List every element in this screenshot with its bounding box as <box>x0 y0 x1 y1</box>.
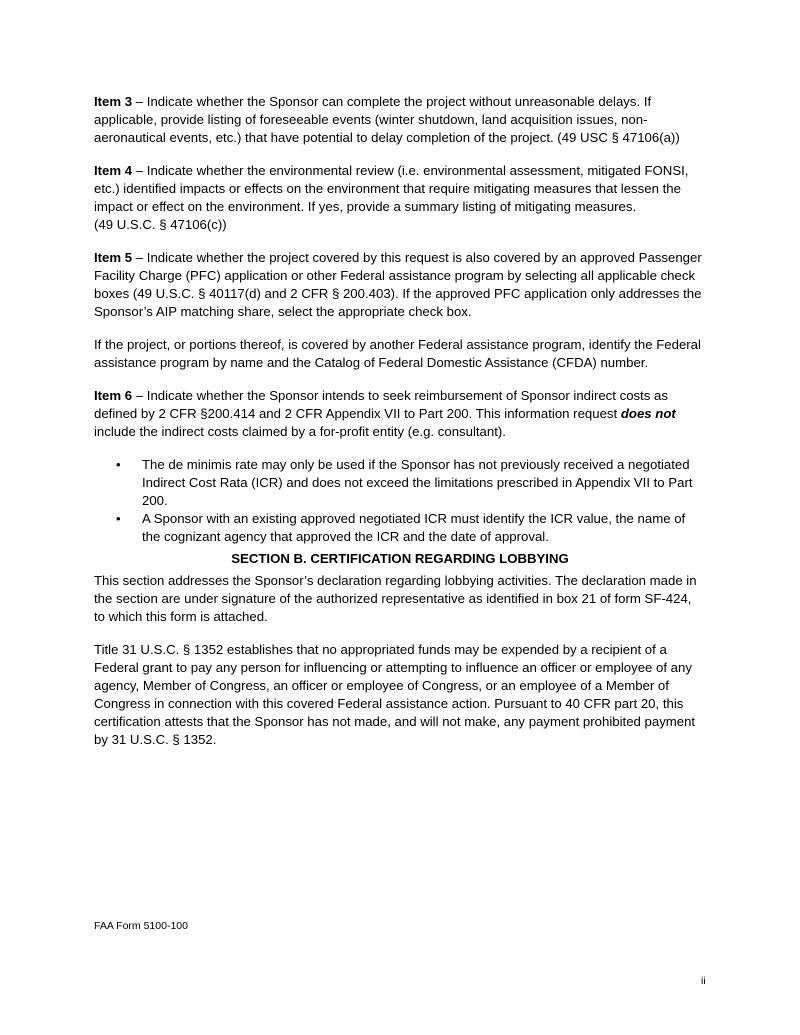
form-name-footer: FAA Form 5100-100 <box>94 920 188 932</box>
list-item <box>94 456 706 510</box>
item-5-paragraph <box>94 249 706 321</box>
item-4-citation: (49 U.S.C. § 47106(c)) <box>94 217 227 232</box>
item-5-label: Item 5 <box>94 250 133 265</box>
section-b-paragraph-2: Title 31 U.S.C. § 1352 establishes that no appropriated funds may be expended by a recipient of a Federal grant to pay any person for influencing or attempting to influence an officer or employee of any agency, Member of Congress, an officer or employee of Congress, or an employee of a Member of Congress in connection with this covered Federal assistance action. Pursuant to 40 CFR part 20, this certification attests that the Sponsor has not made, and will not make, any payment prohibited payment by 31 U.S.C. § 1352. <box>94 642 696 747</box>
list-item <box>94 510 706 546</box>
item-6-text-before: – Indicate whether the Sponsor intends to seek reimbursement of Sponsor indirect costs as defined by 2 CFR §200.414 and 2 CFR Appendix VII to Part 200. This information request <box>94 388 668 421</box>
item-3-text: – Indicate whether the Sponsor can complete the project without unreasonable delays. If applicable, provide listing of foreseeable events (winter shutdown, land acquisition issues, non-aeronautical events, etc.) that have potential to delay completion of the project. (49 USC § 47106(a)) <box>94 94 680 145</box>
bullet-icon: • <box>116 457 121 472</box>
item-6-emphasis: does not <box>620 406 676 421</box>
item-4-text: – Indicate whether the environmental review (i.e. environmental assessment, mitigated FONSI, etc.) identified impacts or effects on the environment that require mitigating measures that lessen the impact or effect on the environment. If yes, provide a summary listing of mitigating measures. <box>94 163 689 214</box>
page-number: ii <box>701 975 706 987</box>
federal-program-paragraph: If the project, or portions thereof, is covered by another Federal assistance program, identify the Federal assistance program by name and the Catalog of Federal Domestic Assistance (CFDA) number. <box>94 337 701 370</box>
bullet-text: A Sponsor with an existing approved negotiated ICR must identify the ICR value, the name of the cognizant agency that approved the ICR and the date of approval. <box>142 511 686 544</box>
bullet-text: The de minimis rate may only be used if the Sponsor has not previously received a negotiated Indirect Cost Rata (ICR) and does not exceed the limitations prescribed in Appendix VII to Part 200. <box>142 457 693 508</box>
section-b-paragraph-1: This section addresses the Sponsor’s declaration regarding lobbying activities. The declaration made in the section are under signature of the authorized representative as identified in box 21 of form SF-424, to which this form is attached. <box>94 573 697 624</box>
item-5-text: – Indicate whether the project covered by this request is also covered by an approved Passenger Facility Charge (PFC) application or other Federal assistance program by selecting all applicable check boxes (49 U.S.C. § 40117(d) and 2 CFR § 200.403). If the approved PFC application only addresses the Sponsor’s AIP matching share, select the appropriate check box. <box>94 250 702 319</box>
item-3-label: Item 3 <box>94 94 133 109</box>
bullet-icon: • <box>116 511 121 526</box>
item-4-paragraph <box>94 162 706 234</box>
item-6-text-after: include the indirect costs claimed by a for-profit entity (e.g. consultant). <box>94 424 506 439</box>
item-3-paragraph <box>94 93 706 147</box>
indirect-cost-bullet-list <box>94 456 706 546</box>
section-b-heading: SECTION B. CERTIFICATION REGARDING LOBBYING <box>231 551 569 566</box>
item-4-label: Item 4 <box>94 163 133 178</box>
item-6-label: Item 6 <box>94 388 133 403</box>
document-body <box>94 93 706 764</box>
item-6-paragraph <box>94 387 706 441</box>
